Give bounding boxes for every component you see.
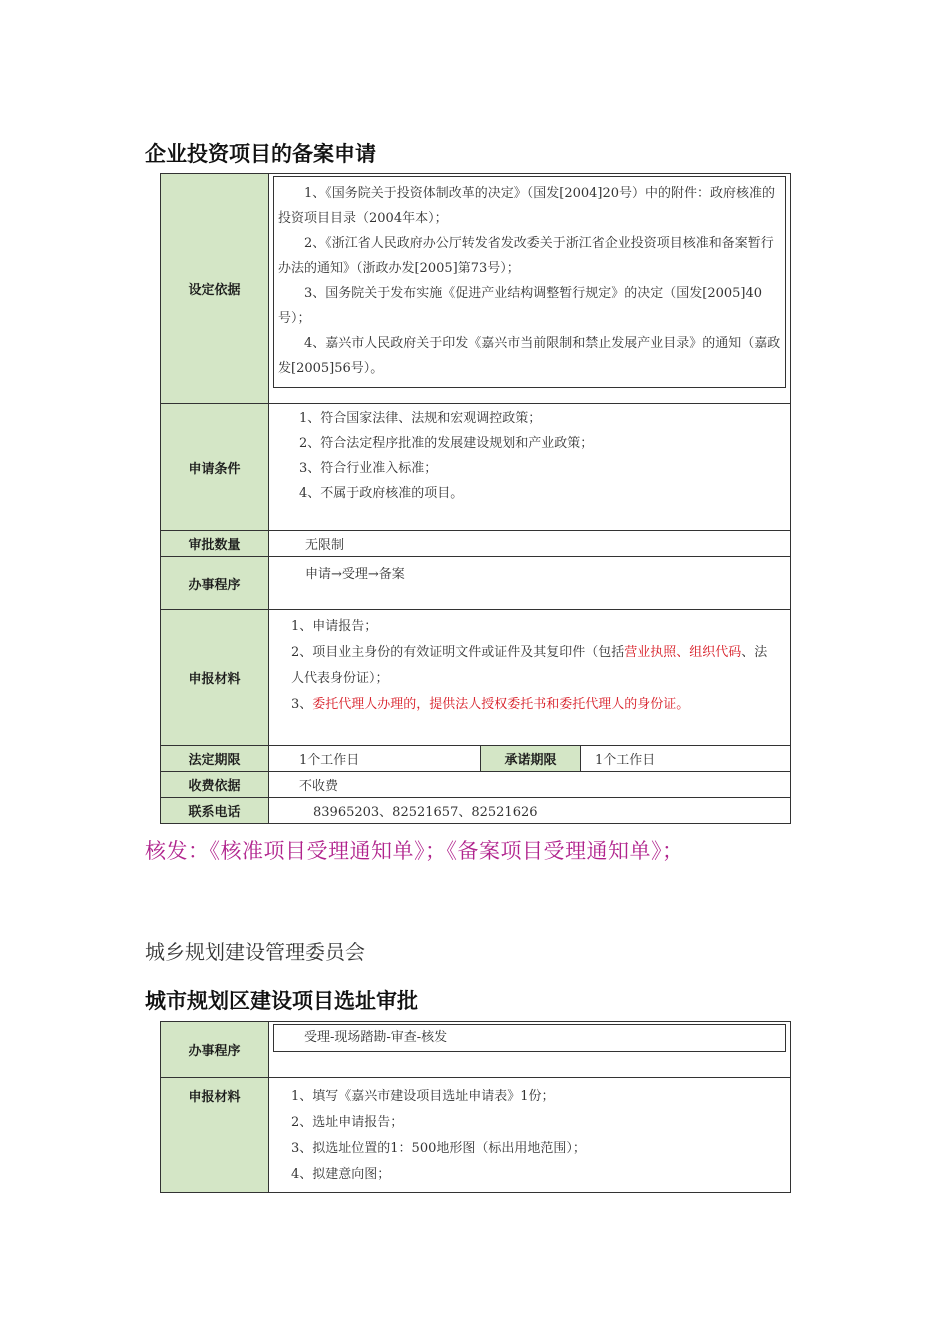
legal-period-value: 1个工作日	[269, 746, 481, 772]
basis-para-3: 3、国务院关于发布实施《促进产业结构调整暂行规定》的决定（国发[2005]40号）；	[278, 286, 763, 326]
materials-label: 申报材料	[161, 610, 269, 746]
phone-value: 83965203、82521657、82521626	[269, 798, 791, 824]
fee-value: 不收费	[269, 772, 791, 798]
s2-material-item-4: 4、拟建意向图；	[291, 1167, 391, 1182]
s2-procedure-label: 办事程序	[161, 1022, 269, 1078]
s2-procedure-cell	[269, 1022, 791, 1078]
quantity-value: 无限制	[269, 531, 791, 557]
issue-line: 核发：《核准项目受理通知单》；《备案项目受理通知单》；	[145, 839, 684, 863]
basis-para-1: 1、《国务院关于投资体制改革的决定》（国发[2004]20号）中的附件：政府核准的投资项目目录（2004年本）；	[278, 186, 776, 226]
condition-item-1: 1、符合国家法律、法规和宏观调控政策；	[299, 411, 542, 426]
promise-period-label: 承诺期限	[481, 746, 581, 772]
basis-para-4: 4、嘉兴市人民政府关于印发《嘉兴市当前限制和禁止发展产业目录》的通知（嘉政发[2005]56号）。	[278, 336, 781, 376]
material-item-3	[291, 692, 780, 718]
legal-period-label: 法定期限	[161, 746, 269, 772]
materials-cell	[269, 610, 791, 746]
committee-heading: 城乡规划建设管理委员会	[145, 940, 365, 964]
material-item-2-a: 2、项目业主身份的有效证明文件或证件及其复印件（包括	[291, 645, 625, 660]
material-item-3-red: 委托代理人办理的，提供法人授权委托书和委托代理人的身份证。	[312, 697, 690, 712]
s2-material-item-1: 1、填写《嘉兴市建设项目选址申请表》1份；	[291, 1089, 555, 1104]
basis-box	[273, 176, 786, 388]
condition-item-4: 4、不属于政府核准的项目。	[299, 486, 464, 501]
section2-table	[160, 1021, 791, 1193]
procedure-value: 申请→受理→备案	[269, 557, 791, 610]
s2-procedure-value: 受理-现场踏勘-审查-核发	[273, 1024, 786, 1052]
quantity-label: 审批数量	[161, 531, 269, 557]
section1-title: 企业投资项目的备案申请	[145, 142, 376, 166]
material-item-1: 1、申请报告；	[291, 619, 378, 634]
s2-material-item-2: 2、选址申请报告；	[291, 1115, 404, 1130]
material-item-2-b: 、法人代表身份证）；	[291, 645, 768, 686]
conditions-label: 申请条件	[161, 404, 269, 531]
material-item-2-red: 营业执照、组织代码	[624, 645, 742, 660]
procedure-label: 办事程序	[161, 557, 269, 610]
s2-material-item-3: 3、拟选址位置的1：500地形图（标出用地范围）；	[291, 1141, 586, 1156]
fee-label: 收费依据	[161, 772, 269, 798]
material-item-2	[291, 640, 780, 692]
s2-materials-cell	[269, 1078, 791, 1193]
basis-para-2: 2、《浙江省人民政府办公厅转发省发改委关于浙江省企业投资项目核准和备案暂行办法的通知》（浙政办发[2005]第73号）；	[278, 236, 774, 276]
material-item-3-a: 3、	[291, 697, 313, 712]
condition-item-2: 2、符合法定程序批准的发展建设规划和产业政策；	[299, 436, 594, 451]
s2-materials-label: 申报材料	[161, 1078, 269, 1193]
basis-label: 设定依据	[161, 174, 269, 404]
condition-item-3: 3、符合行业准入标准；	[299, 461, 438, 476]
phone-label: 联系电话	[161, 798, 269, 824]
promise-period-value: 1个工作日	[581, 746, 791, 772]
basis-cell	[269, 174, 791, 404]
section2-title: 城市规划区建设项目选址审批	[145, 989, 418, 1013]
conditions-cell	[269, 404, 791, 531]
section1-table	[160, 173, 791, 824]
